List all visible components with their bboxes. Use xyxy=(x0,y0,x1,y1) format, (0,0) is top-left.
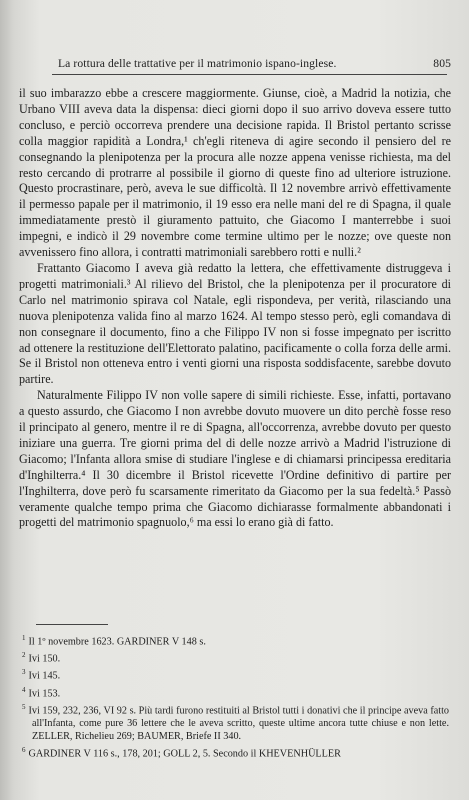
footnote-mark: 5 xyxy=(22,702,26,711)
footnotes xyxy=(18,632,449,761)
footnote xyxy=(18,684,449,701)
footnote xyxy=(18,666,449,683)
paragraph: il suo imbarazzo ebbe a crescere maggiormente. Giunse, cioè, a Madrid la notizia, che Urbano VIII aveva data la dispensa: dieci giorni dopo il suo arrivo doveva essere tutto concluso, e perciò occorreva prendere una decisione rapida. Il Bristol pertanto scrisse colla maggior rapidità a Londra,¹ ch'egli riteneva di agire secondo il pensiero del re consegnando la plenipotenza per la procura alle nozze appena venisse richiesta, ma del resto cercando di protrarre al possibile il giorno di queste fino ad ulteriore istruzione. Questo procrastinare, però, aveva le sue difficoltà. Il 12 novembre arrivò effettivamente il permesso papale per il matrimonio, il 19 esso era nelle mani del re di Spagna, il quale immediatamente prestò il giuramento pattuito, che Giacomo I manterrebbe i suoi impegni, e indicò il 29 novembre come termine ultimo per le nozze; ove queste non avvenissero fino allora, i contratti matrimoniali sarebbero rotti e nulli.² xyxy=(19,86,451,260)
footnote-mark: 6 xyxy=(22,745,26,754)
footnote-rule xyxy=(36,624,108,625)
footnote-text: Ivi 150. xyxy=(28,653,61,665)
paragraph: Frattanto Giacomo I aveva già redatto la lettera, che effettivamente distruggeva i progetti matrimoniali.³ Al rilievo del Bristol, che la plenipotenza per il procuratore di Carlo nel matrimonio spirava col Natale, egli rispondeva, per verità, rilasciando una nuova plenipotenza valida fino al marzo 1624. Al tempo stesso però, egli comandava di non consegnare il documento, fino a che Filippo IV non si fosse impegnato per iscritto ad ottenere la restituzione dell'Elettorato palatino, pacificamente o colla forza delle armi. Se il Bristol non otteneva entro i venti giorni una risposta soddisfacente, sarebbe dovuto partire. xyxy=(19,260,451,387)
footnote-text: Ivi 159, 232, 236, VI 92 s. Più tardi furono restituiti al Bristol tutti i donativi che il principe aveva fatto all'Infanta, come pure 36 lettere che le aveva scritto, queste ultime ancora tutte chiuse e non lette. ZELLER, Richelieu 269; BAUMER, Briefe II 340. xyxy=(28,705,449,742)
page-number: 805 xyxy=(433,57,451,70)
running-head xyxy=(36,57,455,73)
footnote xyxy=(18,649,449,666)
footnote-mark: 3 xyxy=(22,668,26,677)
footnote xyxy=(18,701,449,744)
footnote xyxy=(18,744,449,761)
header-rule xyxy=(52,74,447,75)
running-title: La rottura delle trattative per il matrimonio ispano-inglese. xyxy=(58,57,337,70)
body-text xyxy=(19,86,451,531)
footnote-text: Ivi 153. xyxy=(28,687,61,699)
paragraph: Naturalmente Filippo IV non volle sapere di simili richieste. Esse, infatti, portavano a questo assurdo, che Giacomo I non avrebbe dovuto muovere un dito perchè fosse reso il principato al genero, mentre il re di Spagna, all'occorrenza, avrebbe dovuto per questo iniziare una guerra. Tre giorni prima del di delle nozze arrivò a Madrid l'istruzione di Giacomo; l'Infanta allora smise di studiare l'inglese e di chiamarsi principessa ereditaria d'Inghilterra.⁴ Il 30 dicembre il Bristol ricevette l'Ordine definitivo di partire per l'Inghilterra, dove però fu scarsamente rimeritato da Giacomo per la sua fedeltà.⁵ Passò veramente qualche tempo prima che Giacomo dichiarasse formalmente abbandonati i progetti del matrimonio spagnuolo,⁶ ma essi lo erano già di fatto. xyxy=(19,388,451,530)
footnote-text: Ivi 145. xyxy=(28,670,61,682)
footnote-text: Il 1º novembre 1623. GARDINER V 148 s. xyxy=(28,636,206,648)
footnote-mark: 4 xyxy=(22,685,26,694)
footnote xyxy=(18,632,449,649)
footnote-mark: 2 xyxy=(22,651,26,660)
footnote-mark: 1 xyxy=(22,634,26,642)
footnote-text: GARDINER V 116 s., 178, 201; GOLL 2, 5. Secondo il KHEVENHÜLLER xyxy=(28,747,341,759)
